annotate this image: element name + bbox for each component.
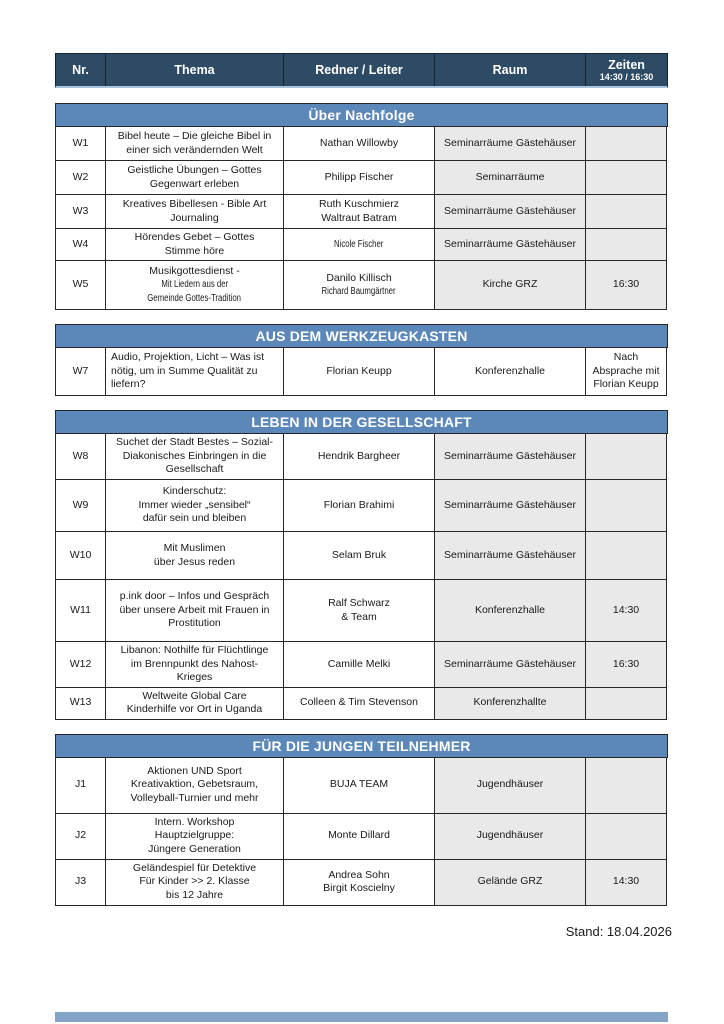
- cell-text: Hendrik Bargheer: [317, 449, 401, 462]
- table-row: [56, 642, 668, 688]
- cell-text: Krieges: [176, 671, 213, 683]
- schedule-document: [55, 53, 668, 906]
- cell-line: [135, 231, 255, 245]
- cell-text: Selam Bruk: [331, 548, 387, 561]
- cell-line: [613, 278, 639, 292]
- cell-text: Intern. Workshop: [154, 815, 235, 828]
- cell-nr: [56, 688, 106, 720]
- table-row: [56, 434, 668, 480]
- cell-line: [592, 365, 659, 379]
- cell-text: 14:30: [612, 603, 640, 616]
- cell-line: [613, 658, 639, 672]
- cell-nr: [56, 229, 106, 261]
- cell-nr: [56, 261, 106, 310]
- cell-line: [120, 590, 269, 604]
- cell-text: Seminarräume Gästehäuser: [444, 204, 576, 217]
- cell-line: [166, 889, 223, 903]
- cell-line: [168, 617, 221, 631]
- cell-redner: [284, 127, 435, 161]
- cell-text: Immer wieder „sensibel“: [138, 498, 251, 511]
- cell-text: Seminarräume Gästehäuser: [444, 548, 576, 561]
- cell-nr: [56, 758, 106, 814]
- cell-raum: [435, 860, 586, 906]
- cell-line: [123, 450, 267, 464]
- cell-redner: [284, 532, 435, 580]
- cell-text: Volleyball-Turnier und mehr: [130, 791, 259, 804]
- table-row: [56, 195, 668, 229]
- cell-text: p.ink door – Infos und Gespräch: [119, 590, 270, 603]
- cell-line: [111, 351, 264, 365]
- cell-text: Nathan Willowby: [319, 136, 399, 149]
- cell-text: Mit Muslimen: [163, 542, 226, 554]
- cell-nr: [56, 195, 106, 229]
- cell-redner: [284, 480, 435, 532]
- cell-raum: [435, 580, 586, 642]
- section-block: [55, 324, 668, 396]
- table-row: [56, 860, 668, 906]
- table-row: [56, 532, 668, 580]
- col-header-label: Nr.: [72, 63, 89, 77]
- cell-nr: [56, 434, 106, 480]
- cell-text: Diakonisches Einbringen in die: [122, 449, 267, 462]
- cell-nr: [56, 161, 106, 195]
- cell-redner: [284, 434, 435, 480]
- cell-text: & Team: [341, 610, 377, 623]
- cell-nr: [56, 532, 106, 580]
- cell-text: Florian Brahimi: [323, 498, 395, 511]
- cell-text: Gemeinde Gottes-Tradition: [147, 292, 242, 304]
- cell-text: dafür sein und bleiben: [142, 512, 247, 525]
- cell-line: [121, 644, 269, 658]
- cell-text: Jüngere Generation: [148, 842, 241, 855]
- col-header-zeiten: [586, 54, 667, 86]
- cell-redner: [284, 642, 435, 688]
- cell-text: Kirche GRZ: [482, 278, 538, 291]
- col-header-label: Zeiten: [608, 58, 645, 72]
- cell-thema: [106, 860, 284, 906]
- cell-line: [332, 549, 386, 563]
- cell-line: [130, 792, 258, 806]
- row-number: W10: [69, 548, 92, 561]
- cell-text: Andrea Sohn: [328, 868, 390, 881]
- cell-line: [131, 658, 258, 672]
- cell-zeiten: [586, 348, 667, 396]
- cell-text: Seminarräume Gästehäuser: [444, 498, 576, 511]
- cell-redner: [284, 688, 435, 720]
- cell-thema: [106, 758, 284, 814]
- cell-line: [116, 436, 273, 450]
- col-header-sublabel: 14:30 / 16:30: [599, 72, 654, 82]
- section-rows: [55, 348, 668, 396]
- cell-line: [326, 272, 391, 286]
- cell-text: Camille Melki: [327, 657, 391, 670]
- cell-raum: [435, 161, 586, 195]
- cell-redner: [284, 860, 435, 906]
- cell-line: [328, 597, 390, 611]
- cell-text: Stimme höre: [164, 244, 225, 257]
- cell-thema: [106, 532, 284, 580]
- cell-text: Kinderschutz:: [162, 485, 227, 498]
- cell-raum: [435, 814, 586, 860]
- cell-text: 16:30: [612, 278, 640, 291]
- col-header-thema: [106, 54, 284, 86]
- cell-text: Musikgottesdienst -: [149, 264, 240, 277]
- revision-date-note: Stand: 18.04.2026: [565, 924, 672, 939]
- cell-text: einer sich verändernden Welt: [126, 143, 263, 156]
- cell-redner: [284, 348, 435, 396]
- table-row: [56, 758, 668, 814]
- cell-zeiten: [586, 195, 667, 229]
- table-row: [56, 161, 668, 195]
- cell-zeiten: [586, 261, 667, 310]
- cell-text: Danilo Killisch: [326, 271, 392, 284]
- cell-text: bis 12 Jahre: [165, 888, 224, 901]
- cell-line: [328, 829, 390, 843]
- cell-thema: [106, 127, 284, 161]
- cell-line: [123, 198, 267, 212]
- cell-line: [147, 765, 242, 779]
- cell-line: [328, 869, 389, 883]
- cell-line: [321, 212, 396, 226]
- table-row: [56, 580, 668, 642]
- cell-text: Libanon: Nothilfe für Flüchtlinge: [120, 644, 269, 656]
- cell-nr: [56, 348, 106, 396]
- section-title: Über Nachfolge: [55, 103, 668, 127]
- cell-text: Seminarräume: [475, 170, 545, 183]
- cell-text: Seminarräume Gästehäuser: [444, 449, 576, 462]
- cell-zeiten: [586, 229, 667, 261]
- cell-line: [111, 378, 145, 392]
- cell-thema: [106, 261, 284, 310]
- cell-text: Weltweite Global Care: [142, 689, 247, 702]
- cell-raum: [435, 642, 586, 688]
- cell-line: [133, 862, 256, 876]
- cell-text: Waltraut Batram: [321, 211, 397, 224]
- cell-raum: [435, 348, 586, 396]
- cell-text: Monte Dillard: [328, 829, 390, 842]
- cell-line: [170, 212, 218, 226]
- cell-text: Kinderhilfe vor Ort in Uganda: [126, 703, 263, 715]
- cell-text: Nicole Fischer: [334, 238, 384, 250]
- cell-line: [131, 778, 258, 792]
- row-number: W4: [72, 237, 89, 250]
- cell-line: [126, 144, 262, 158]
- cell-line: [138, 499, 250, 513]
- row-number: W5: [72, 278, 89, 291]
- cell-raum: [435, 480, 586, 532]
- section-rows: [55, 434, 668, 720]
- cell-line: [613, 875, 639, 889]
- col-header-label: Redner / Leiter: [315, 63, 403, 77]
- cell-raum: [435, 532, 586, 580]
- cell-redner: [284, 580, 435, 642]
- cell-text: Gelände GRZ: [477, 875, 543, 888]
- row-number: W9: [72, 498, 89, 511]
- cell-zeiten: [586, 758, 667, 814]
- cell-zeiten: [586, 532, 667, 580]
- cell-line: [300, 696, 418, 710]
- cell-thema: [106, 348, 284, 396]
- cell-line: [166, 463, 224, 477]
- cell-zeiten: [586, 814, 667, 860]
- col-header-nr: [56, 54, 106, 86]
- cell-text: Hörendes Gebet – Gottes: [134, 231, 255, 243]
- cell-text: 16:30: [612, 657, 640, 670]
- section-block: [55, 410, 668, 720]
- col-header-label: Thema: [174, 63, 215, 77]
- cell-line: [143, 512, 246, 526]
- cell-text: Nach: [613, 351, 639, 364]
- cell-text: Aktionen UND Sport: [147, 764, 242, 777]
- cell-line: [326, 365, 391, 379]
- col-header-raum: [435, 54, 586, 86]
- cell-line: [311, 285, 406, 299]
- cell-nr: [56, 580, 106, 642]
- cell-zeiten: [586, 127, 667, 161]
- section-block: [55, 103, 668, 310]
- row-number: W2: [72, 170, 89, 183]
- row-number: J2: [74, 829, 87, 842]
- cell-text: Seminarräume Gästehäuser: [444, 657, 576, 670]
- schedule-sections: [55, 103, 668, 906]
- cell-thema: [106, 161, 284, 195]
- cell-line: [177, 671, 213, 685]
- cell-zeiten: [586, 161, 667, 195]
- cell-thema: [106, 434, 284, 480]
- cell-text: Seminarräume Gästehäuser: [444, 237, 576, 250]
- cell-line: [318, 450, 400, 464]
- cell-text: Hauptzielgruppe:: [154, 829, 235, 842]
- cell-line: [111, 365, 257, 379]
- cell-zeiten: [586, 860, 667, 906]
- cell-thema: [106, 814, 284, 860]
- cell-text: Journaling: [170, 211, 219, 224]
- cell-zeiten: [586, 642, 667, 688]
- section-title: LEBEN IN DER GESELLSCHAFT: [55, 410, 668, 434]
- cell-raum: [435, 758, 586, 814]
- cell-line: [614, 351, 639, 365]
- cell-raum: [435, 261, 586, 310]
- table-row: [56, 688, 668, 720]
- cell-nr: [56, 814, 106, 860]
- cell-nr: [56, 127, 106, 161]
- schedule-header-row: [55, 53, 668, 88]
- cell-nr: [56, 642, 106, 688]
- cell-text: Geländespiel für Detektive: [132, 861, 257, 874]
- cell-text: Suchet der Stadt Bestes – Sozial-: [115, 436, 273, 449]
- row-number: W8: [72, 449, 89, 462]
- cell-text: Geistliche Übungen – Gottes: [127, 164, 262, 176]
- section-title: AUS DEM WERKZEUGKASTEN: [55, 324, 668, 348]
- cell-zeiten: [586, 434, 667, 480]
- cell-line: [330, 778, 388, 792]
- cell-text: Absprache mit: [592, 364, 660, 377]
- row-number: W12: [69, 657, 92, 670]
- cell-line: [150, 178, 239, 192]
- cell-line: [593, 378, 658, 392]
- cell-line: [164, 542, 226, 556]
- cell-thema: [106, 229, 284, 261]
- cell-line: [163, 485, 227, 499]
- cell-thema: [106, 480, 284, 532]
- cell-text: nötig, um in Summe Qualität zu: [111, 364, 258, 377]
- cell-text: über Jesus reden: [153, 555, 236, 568]
- cell-text: Mit Liedern aus der: [161, 279, 228, 291]
- cell-line: [118, 130, 272, 144]
- cell-text: Ruth Kuschmierz: [319, 198, 399, 210]
- cell-text: Konferenzhallte: [473, 696, 547, 709]
- col-header-label: Raum: [492, 63, 528, 77]
- cell-text: BUJA TEAM: [329, 778, 389, 791]
- col-header-redner: [284, 54, 435, 86]
- cell-text: Gegenwart erleben: [149, 177, 240, 190]
- cell-line: [320, 137, 398, 151]
- cell-line: [341, 611, 376, 625]
- cell-thema: [106, 642, 284, 688]
- cell-nr: [56, 860, 106, 906]
- cell-text: Philipp Fischer: [324, 170, 394, 183]
- cell-redner: [284, 229, 435, 261]
- cell-raum: [435, 688, 586, 720]
- cell-line: [155, 816, 235, 830]
- cell-line: [127, 703, 262, 717]
- cell-zeiten: [586, 480, 667, 532]
- cell-line: [328, 658, 390, 672]
- row-number: W1: [72, 136, 89, 149]
- cell-text: Bibel heute – Die gleiche Bibel in: [117, 130, 272, 142]
- cell-raum: [435, 127, 586, 161]
- row-number: W3: [72, 204, 89, 217]
- cell-thema: [106, 580, 284, 642]
- cell-text: Gesellschaft: [165, 463, 224, 476]
- cell-redner: [284, 161, 435, 195]
- cell-text: Florian Keupp: [593, 378, 659, 391]
- table-row: [56, 127, 668, 161]
- bottom-accent-bar: [55, 1012, 668, 1022]
- cell-text: Richard Baumgärtner: [321, 286, 397, 297]
- cell-line: [142, 690, 246, 704]
- cell-line: [139, 875, 249, 889]
- section-title: FÜR DIE JUNGEN TEILNEHMER: [55, 734, 668, 758]
- table-row: [56, 261, 668, 310]
- cell-text: Colleen & Tim Stevenson: [300, 696, 418, 709]
- cell-text: 14:30: [612, 875, 640, 888]
- table-row: [56, 348, 668, 396]
- cell-zeiten: [586, 580, 667, 642]
- cell-raum: [435, 434, 586, 480]
- cell-line: [325, 171, 394, 185]
- cell-text: Jugendhäuser: [476, 829, 544, 842]
- cell-redner: [284, 195, 435, 229]
- cell-text: Ralf Schwarz: [328, 597, 390, 609]
- cell-line: [613, 604, 639, 618]
- cell-text: Birgit Koscielny: [323, 882, 395, 894]
- cell-raum: [435, 229, 586, 261]
- cell-thema: [106, 195, 284, 229]
- cell-line: [148, 843, 241, 857]
- cell-line: [149, 265, 239, 279]
- cell-line: [165, 245, 225, 259]
- cell-text: Konferenzhalle: [474, 364, 546, 377]
- row-number: W7: [72, 364, 89, 377]
- cell-text: im Brennpunkt des Nahost-: [130, 657, 259, 670]
- cell-thema: [106, 688, 284, 720]
- cell-line: [120, 604, 270, 618]
- cell-line: [127, 164, 261, 178]
- section-rows: [55, 758, 668, 906]
- cell-line: [324, 499, 395, 513]
- cell-nr: [56, 480, 106, 532]
- cell-redner: [284, 261, 435, 310]
- cell-text: Kreatives Bibellesen - Bible Art: [122, 198, 267, 210]
- cell-line: [134, 292, 254, 306]
- cell-line: [319, 198, 399, 212]
- cell-redner: [284, 814, 435, 860]
- cell-text: Prostitution: [168, 617, 221, 630]
- section-block: [55, 734, 668, 906]
- cell-text: Für Kinder >> 2. Klasse: [139, 875, 250, 888]
- table-row: [56, 480, 668, 532]
- cell-line: [155, 829, 234, 843]
- cell-text: Konferenzhalle: [474, 603, 546, 616]
- section-rows: [55, 127, 668, 310]
- cell-text: über unsere Arbeit mit Frauen in: [119, 603, 270, 616]
- cell-line: [154, 556, 235, 570]
- row-number: J1: [74, 778, 87, 791]
- cell-raum: [435, 195, 586, 229]
- row-number: W13: [69, 696, 92, 709]
- row-number: J3: [74, 875, 87, 888]
- cell-text: Audio, Projektion, Licht – Was ist: [111, 351, 265, 364]
- cell-text: Seminarräume Gästehäuser: [444, 136, 576, 149]
- cell-line: [327, 238, 390, 252]
- cell-line: [152, 278, 238, 292]
- cell-text: Kreativaktion, Gebetsraum,: [130, 778, 259, 791]
- cell-text: liefern?: [111, 378, 146, 391]
- cell-line: [323, 882, 395, 896]
- table-row: [56, 814, 668, 860]
- cell-text: Jugendhäuser: [476, 778, 544, 791]
- row-number: W11: [70, 603, 91, 616]
- cell-zeiten: [586, 688, 667, 720]
- cell-text: Florian Keupp: [326, 364, 392, 377]
- cell-redner: [284, 758, 435, 814]
- table-row: [56, 229, 668, 261]
